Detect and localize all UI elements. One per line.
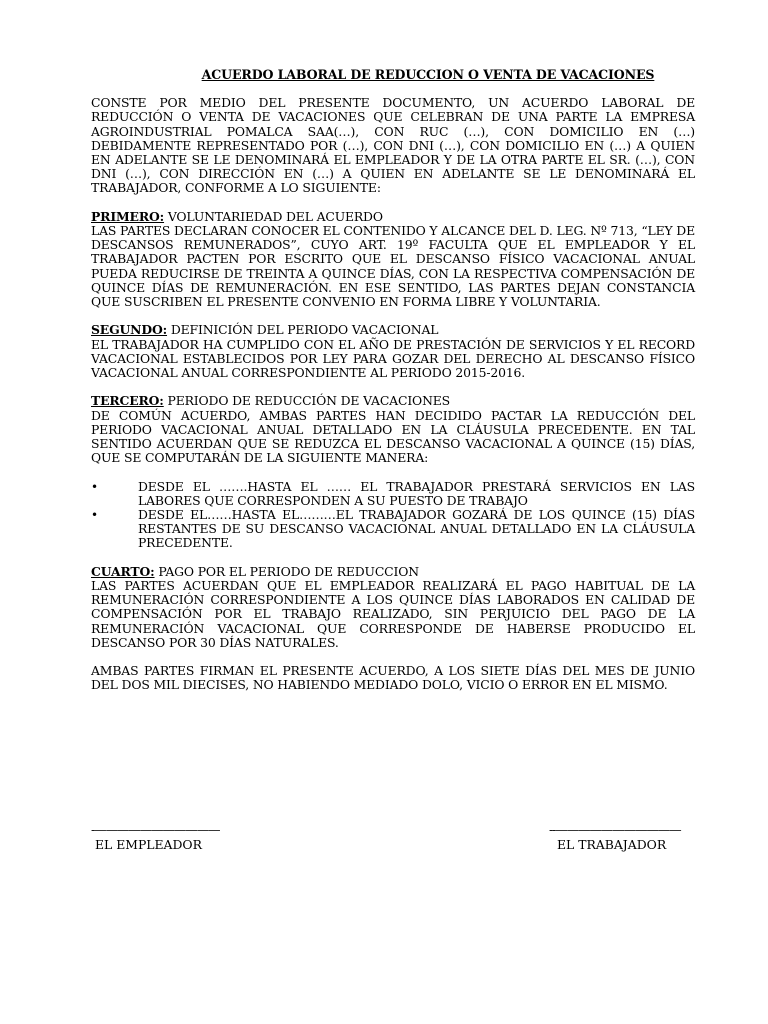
clause-title: PERIODO DE REDUCCIÓN DE VACACIONES	[163, 393, 450, 409]
document-body	[91, 68, 695, 693]
list-item	[91, 508, 695, 551]
signature-worker	[549, 822, 681, 852]
clause-label: TERCERO:	[91, 393, 164, 409]
signature-name: EL EMPLEADOR	[95, 837, 202, 852]
clause-title: VOLUNTARIEDAD DEL ACUERDO	[164, 208, 383, 224]
clause-heading-primero	[91, 210, 695, 224]
clause-title: PAGO POR EL PERIODO DE REDUCCION	[154, 563, 419, 579]
signature-name: EL TRABAJADOR	[557, 837, 667, 852]
clause-heading-segundo	[91, 323, 695, 337]
spacer	[91, 650, 695, 664]
signature-employer	[91, 822, 219, 852]
bullet-text: DESDE EL …….HASTA EL …… EL TRABAJADOR PRESTARÁ SERVICIOS EN LAS LABORES QUE CORRESPONDEN A SU PUESTO DE TRABAJO	[138, 478, 695, 508]
clause-body-cuarto: LAS PARTES ACUERDAN QUE EL EMPLEADOR REALIZARÁ EL PAGO HABITUAL DE LA REMUNERACIÓN CORRESPONDIENTE A LOS QUINCE DÍAS LABORADOS EN CALIDAD DE COMPENSACIÓN POR EL TRABAJO REALIZADO, SIN PERJUICIO DEL PAGO DE LA REMUNERACIÓN VACACIONAL QUE CORRESPONDE DE HABERSE PRODUCIDO EL DESCANSO POR 30 DÍAS NATURALES.	[91, 578, 695, 650]
spacer	[91, 551, 695, 565]
bullet-icon: •	[91, 508, 98, 523]
clause-body-segundo: EL TRABAJADOR HA CUMPLIDO CON EL AÑO DE PRESTACIÓN DE SERVICIOS Y EL RECORD VACACIONAL ESTABLECIDOS POR LEY PARA GOZAR DEL DERECHO AL DESCANSO FÍSICO VACACIONAL ANUAL CORRESPONDIENTE AL PERIODO 2015-2016.	[91, 336, 695, 381]
signature-line: -———————————	[91, 822, 220, 837]
bullet-text: DESDE EL……HASTA EL………EL TRABAJADOR GOZARÁ DE LOS QUINCE (15) DÍAS RESTANTES DE SU DESCANSO VACACIONAL ANUAL DETALLADO EN LA CLÁUSULA PRECEDENTE.	[138, 507, 695, 551]
intro-paragraph: CONSTE POR MEDIO DEL PRESENTE DOCUMENTO, UN ACUERDO LABORAL DE REDUCCIÓN O VENTA DE VACACIONES QUE CELEBRAN DE UNA PARTE LA EMPRESA AGROINDUSTRIAL POMALCA SAA(…), CON RUC (…), CON DOMICILIO EN (…) DEBIDAMENTE REPRESENTADO POR (…), CON DNI (…), CON DOMICILIO EN (…) A QUIEN EN ADELANTE SE LE DENOMINARÁ EL EMPLEADOR Y DE LA OTRA PARTE EL SR. (…), CON DNI (…), CON DIRECCIÓN EN (…) A QUIEN EN ADELANTE SE LE DENOMINARÁ EL TRABAJADOR, CONFORME A LO SIGUIENTE:	[91, 95, 695, 196]
clause-label: PRIMERO:	[91, 208, 165, 224]
bullet-list	[91, 480, 695, 551]
signature-line: --———————————	[549, 822, 681, 837]
clause-body-tercero: DE COMÚN ACUERDO, AMBAS PARTES HAN DECIDIDO PACTAR LA REDUCCIÓN DEL PERIODO VACACIONAL ANUAL DETALLADO EN LA CLÁUSULA PRECEDENTE. EN TAL SENTIDO ACUERDAN QUE SE REDUZCA EL DESCANSO VACACIONAL A QUINCE (15) DÍAS, QUE SE COMPUTARÁN DE LA SIGUIENTE MANERA:	[91, 407, 695, 466]
list-item	[91, 480, 695, 508]
document-title: ACUERDO LABORAL DE REDUCCION O VENTA DE VACACIONES	[201, 67, 655, 82]
closing-paragraph: AMBAS PARTES FIRMAN EL PRESENTE ACUERDO, A LOS SIETE DÍAS DEL MES DE JUNIO DEL DOS MIL DIECISES, NO HABIENDO MEDIADO DOLO, VICIO O ERROR EN EL MISMO.	[91, 663, 695, 693]
spacer	[91, 465, 695, 479]
clause-heading-tercero	[91, 394, 695, 408]
bullet-icon: •	[91, 479, 98, 494]
spacer	[91, 196, 695, 210]
clause-heading-cuarto	[91, 565, 695, 579]
clause-title: DEFINICIÓN DEL PERIODO VACACIONAL	[167, 322, 439, 338]
clause-label: SEGUNDO:	[91, 322, 168, 338]
clause-body-primero: LAS PARTES DECLARAN CONOCER EL CONTENIDO Y ALCANCE DEL D. LEG. Nº 713, “LEY DE DESCANSOS REMUNERADOS”, CUYO ART. 19º FACULTA QUE EL EMPLEADOR Y EL TRABAJADOR PACTEN POR ESCRITO QUE EL DESCANSO FÍSICO VACACIONAL ANUAL PUEDA REDUCIRSE DE TREINTA A QUINCE DÍAS, CON LA RESPECTIVA COMPENSACIÓN DE QUINCE DÍAS DE REMUNERACIÓN. EN ESE SENTIDO, LAS PARTES DEJAN CONSTANCIA QUE SUSCRIBEN EL PRESENTE CONVENIO EN FORMA LIBRE Y VOLUNTARIA.	[91, 223, 695, 310]
clause-label: CUARTO:	[91, 563, 155, 579]
